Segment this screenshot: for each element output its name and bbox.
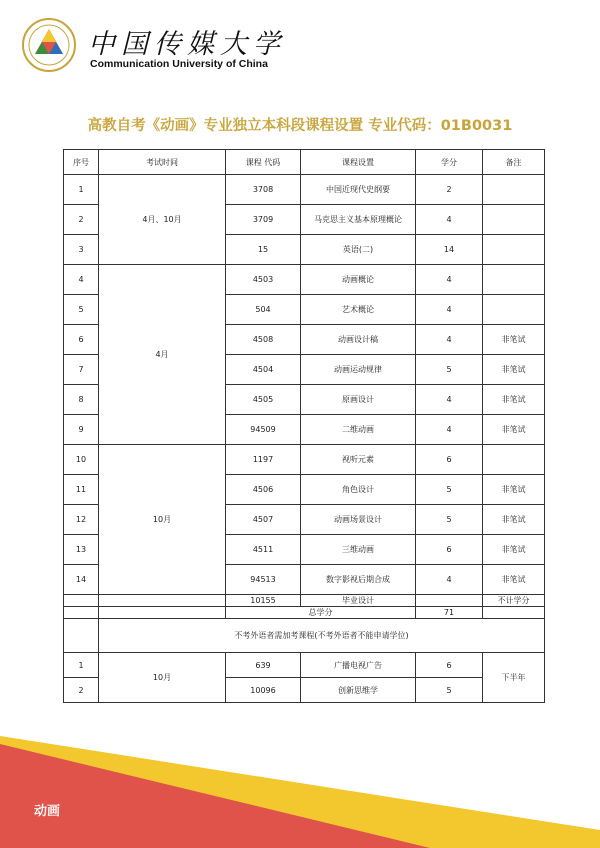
thesis-row [64,595,545,607]
cell-credit: 6 [416,653,483,678]
extra-note-text: 不考外语者需加考课程(不考外语者不能申请学位) [99,619,545,653]
total-label: 总学分 [226,607,416,619]
cell-no: 1 [64,175,99,205]
header-no: 序号 [64,150,99,175]
cell-exam-time: 4月 [99,265,226,445]
cell-course: 毕业设计 [301,595,416,607]
cell-note [483,175,545,205]
cell-code: 3708 [226,175,301,205]
total-row [64,607,545,619]
cell-credit: 5 [416,505,483,535]
cell-note [483,265,545,295]
course-table [63,149,545,703]
header-note: 备注 [483,150,545,175]
cell-no: 3 [64,235,99,265]
cell-note: 非笔试 [483,385,545,415]
header-exam-time: 考试时间 [99,150,226,175]
cell-no: 1 [64,653,99,678]
cell-course: 广播电视广告 [301,653,416,678]
university-name-en: Communication University of China [90,58,268,70]
cell-code: 4505 [226,385,301,415]
cell-no: 6 [64,325,99,355]
cell-code: 4503 [226,265,301,295]
cell-exam-time: 4月、10月 [99,175,226,265]
cell-credit: 4 [416,565,483,595]
cell-course: 原画设计 [301,385,416,415]
cell-credit: 2 [416,175,483,205]
cell-code: 4506 [226,475,301,505]
cell-note: 非笔试 [483,475,545,505]
university-name-cn: 中国传媒大学 [88,29,286,60]
cell-code: 4508 [226,325,301,355]
header-credit: 学分 [416,150,483,175]
footer-stripes [0,730,600,848]
cell-course: 英语(二) [301,235,416,265]
cell-credit: 5 [416,678,483,703]
cell-note: 非笔试 [483,505,545,535]
cell-course: 动画设计稿 [301,325,416,355]
cell-credit: 4 [416,415,483,445]
extra-note-row [64,619,545,653]
cell-code: 15 [226,235,301,265]
cell-code: 4507 [226,505,301,535]
cell-no: 5 [64,295,99,325]
cell-code: 639 [226,653,301,678]
cell-note: 非笔试 [483,355,545,385]
cell-no: 12 [64,505,99,535]
cell-course: 二维动画 [301,415,416,445]
cell-no: 9 [64,415,99,445]
page-title: 高教自考《动画》专业独立本科段课程设置 专业代码：01B0031 [87,118,513,134]
cell-code: 94509 [226,415,301,445]
cell-note: 下半年 [483,653,545,703]
cell-note: 非笔试 [483,325,545,355]
cell-course: 艺术概论 [301,295,416,325]
cell-no: 7 [64,355,99,385]
cell-no: 2 [64,678,99,703]
cell-exam-time: 10月 [99,445,226,595]
cell-course: 动画场景设计 [301,505,416,535]
cell-course: 角色设计 [301,475,416,505]
course-table-container [63,149,544,703]
cell-code: 10155 [226,595,301,607]
logo-emblem-icon [24,20,74,70]
table-row [64,265,545,295]
cell-credit: 4 [416,295,483,325]
cell-course: 动画概论 [301,265,416,295]
header-course-name: 课程设置 [301,150,416,175]
table-row [64,653,545,678]
cell-code: 3709 [226,205,301,235]
cell-code: 94513 [226,565,301,595]
university-logo [22,18,76,72]
cell-code: 504 [226,295,301,325]
cell-credit: 6 [416,445,483,475]
cell-note [483,205,545,235]
table-header-row [64,150,545,175]
cell-code: 10096 [226,678,301,703]
cell-code: 4511 [226,535,301,565]
cell-credit: 4 [416,265,483,295]
cell-credit: 14 [416,235,483,265]
cell-credit: 6 [416,535,483,565]
cell-course: 数字影视后期合成 [301,565,416,595]
cell-credit: 4 [416,325,483,355]
cell-code: 1197 [226,445,301,475]
cell-code: 4504 [226,355,301,385]
cell-no: 10 [64,445,99,475]
cell-course: 动画运动规律 [301,355,416,385]
footer-label: 动画 [34,804,61,819]
cell-credit: 5 [416,475,483,505]
cell-no: 4 [64,265,99,295]
cell-exam-time: 10月 [99,653,226,703]
cell-note: 非笔试 [483,415,545,445]
cell-course: 马克思主义基本原理概论 [301,205,416,235]
header [22,18,322,78]
cell-no: 14 [64,565,99,595]
cell-note: 非笔试 [483,565,545,595]
cell-no: 11 [64,475,99,505]
cell-no: 13 [64,535,99,565]
cell-no: 2 [64,205,99,235]
header-course-code: 课程 代码 [226,150,301,175]
cell-no: 8 [64,385,99,415]
cell-course: 创新思维学 [301,678,416,703]
cell-credit: 4 [416,385,483,415]
cell-note [483,235,545,265]
cell-credit: 4 [416,205,483,235]
cell-note [483,295,545,325]
cell-note [483,445,545,475]
cell-note: 非笔试 [483,535,545,565]
cell-note: 不计学分 [483,595,545,607]
cell-course: 中国近现代史纲要 [301,175,416,205]
cell-credit: 5 [416,355,483,385]
table-row [64,175,545,205]
cell-course: 视听元素 [301,445,416,475]
total-value: 71 [416,607,483,619]
table-row [64,445,545,475]
cell-course: 三维动画 [301,535,416,565]
footer-decoration [0,730,600,848]
